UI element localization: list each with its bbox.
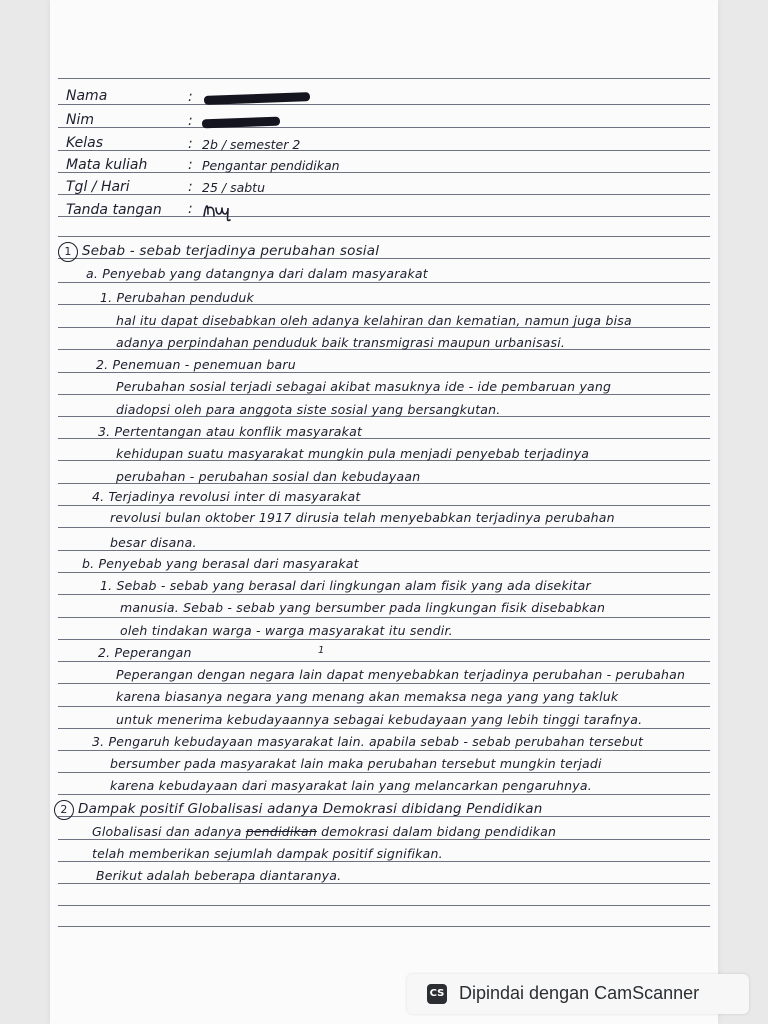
line-b3-body-1: bersumber pada masyarakat lain maka perubahan tersebut mungkin terjadi xyxy=(110,756,602,771)
value-kelas: 2b / semester 2 xyxy=(202,137,301,152)
line-a1-body-2: adanya perpindahan penduduk baik transmigrasi maupun urbanisasi. xyxy=(116,335,566,350)
question-1-heading xyxy=(58,242,379,262)
ruled-line xyxy=(58,394,710,395)
question-1-text: Sebab - sebab terjadinya perubahan sosial xyxy=(82,243,380,259)
value-tgl-hari: 25 / sabtu xyxy=(202,180,265,195)
ruled-line xyxy=(58,527,710,528)
ruled-line xyxy=(58,661,710,662)
colon-tgl-hari: : xyxy=(188,179,193,195)
ruled-line xyxy=(58,905,710,906)
ruled-line xyxy=(58,706,710,707)
line-b2-title: 2. Peperangan xyxy=(98,645,192,660)
line-a2-body-1: Perubahan sosial terjadi sebagai akibat masuknya ide - ide pembaruan yang xyxy=(116,379,612,394)
value-mata-kuliah: Pengantar pendidikan xyxy=(202,158,340,173)
ruled-line xyxy=(58,794,710,795)
label-nim: Nim xyxy=(66,112,94,128)
line-b1-body-2: oleh tindakan warga - warga masyarakat itu sendir. xyxy=(120,623,453,638)
ruled-line xyxy=(58,639,710,640)
label-tanda-tangan: Tanda tangan xyxy=(66,202,162,218)
q2-text-after: demokrasi dalam bidang pendidikan xyxy=(316,824,557,839)
ruled-line xyxy=(58,372,710,373)
line-a2-title: 2. Penemuan - penemuan baru xyxy=(96,357,296,372)
ruled-line xyxy=(58,104,710,105)
ruled-line xyxy=(58,861,710,862)
question-number-badge: 1 xyxy=(58,242,78,262)
camscanner-watermark xyxy=(407,974,749,1014)
line-b: b. Penyebab yang berasal dari masyarakat xyxy=(82,556,359,571)
ruled-line xyxy=(58,728,710,729)
q2-text-before: Globalisasi dan adanya xyxy=(92,824,246,839)
ruled-line xyxy=(58,883,710,884)
ruled-line xyxy=(58,172,710,173)
ruled-line xyxy=(58,127,710,128)
line-a4-body-2: besar disana. xyxy=(110,535,197,550)
ruled-line xyxy=(58,594,710,595)
line-a1-body-1: hal itu dapat disebabkan oleh adanya kelahiran dan kematian, namun juga bisa xyxy=(116,313,632,328)
line-a1-title: 1. Perubahan penduduk xyxy=(100,290,254,305)
line-a: a. Penyebab yang datangnya dari dalam masyarakat xyxy=(86,266,428,281)
colon-nama: : xyxy=(188,89,193,105)
ruled-line xyxy=(58,839,710,840)
line-b3-body-2: karena kebudayaan dari masyarakat lain yang melancarkan pengaruhnya. xyxy=(110,778,592,793)
ruled-line xyxy=(58,772,710,773)
colon-tanda-tangan: : xyxy=(188,201,193,217)
question-number-badge: 2 xyxy=(54,800,74,820)
ruled-line xyxy=(58,236,710,237)
q2-struck-word: pendidikan xyxy=(245,824,317,839)
line-b3-title: 3. Pengaruh kebudayaan masyarakat lain. apabila sebab - sebab perubahan tersebut xyxy=(92,734,644,749)
line-q2-body-2: telah memberikan sejumlah dampak positif signifikan. xyxy=(92,846,443,861)
ruled-line xyxy=(58,750,710,751)
line-a4-title: 4. Terjadinya revolusi inter di masyarakat xyxy=(92,489,361,504)
ruled-line xyxy=(58,78,710,79)
ruled-line xyxy=(58,194,710,195)
ruled-line xyxy=(58,572,710,573)
line-q2-body-3: Berikut adalah beberapa diantaranya. xyxy=(96,868,342,883)
line-a2-body-2: diadopsi oleh para anggota siste sosial yang bersangkutan. xyxy=(116,402,501,417)
line-b2-body-3: untuk menerima kebudayaannya sebagai kebudayaan yang lebih tinggi tarafnya. xyxy=(116,712,643,727)
camscanner-caption: Dipindai dengan CamScanner xyxy=(459,983,700,1003)
line-b1-title: 1. Sebab - sebab yang berasal dari lingkungan alam fisik yang ada disekitar xyxy=(100,578,591,593)
label-mata-kuliah: Mata kuliah xyxy=(66,157,148,173)
line-a3-title: 3. Pertentangan atau konflik masyarakat xyxy=(98,424,363,439)
line-a3-body-1: kehidupan suatu masyarakat mungkin pula menjadi penyebab terjadinya xyxy=(116,446,590,461)
colon-mata-kuliah: : xyxy=(188,157,193,173)
label-kelas: Kelas xyxy=(66,135,104,151)
label-tgl-hari: Tgl / Hari xyxy=(66,179,130,195)
signature-scribble xyxy=(200,196,240,224)
question-2-heading xyxy=(54,800,543,820)
ruled-line xyxy=(58,550,710,551)
camscanner-logo-icon: CS xyxy=(427,984,447,1004)
colon-nim: : xyxy=(188,113,193,129)
ruled-line xyxy=(58,282,710,283)
line-b2-body-1: Peperangan dengan negara lain dapat menyebabkan terjadinya perubahan - perubahan xyxy=(116,667,686,682)
colon-kelas: : xyxy=(188,136,193,152)
label-nama: Nama xyxy=(66,88,108,104)
line-q2-body-1 xyxy=(92,824,556,839)
ruled-line xyxy=(58,683,710,684)
ruled-line xyxy=(58,150,710,151)
line-b1-body-1: manusia. Sebab - sebab yang bersumber pada lingkungan fisik disebabkan xyxy=(120,600,606,615)
line-b2-body-2: karena biasanya negara yang menang akan memaksa nega yang yang takluk xyxy=(116,689,619,704)
line-a3-body-2: perubahan - perubahan sosial dan kebudayaan xyxy=(116,469,421,484)
question-2-text: Dampak positif Globalisasi adanya Demokrasi dibidang Pendidikan xyxy=(78,801,543,817)
stray-mark: 1 xyxy=(318,645,325,656)
ruled-line xyxy=(58,926,710,927)
line-a4-body-1: revolusi bulan oktober 1917 dirusia telah menyebabkan terjadinya perubahan xyxy=(110,510,615,525)
ruled-line xyxy=(58,617,710,618)
ruled-line xyxy=(58,505,710,506)
